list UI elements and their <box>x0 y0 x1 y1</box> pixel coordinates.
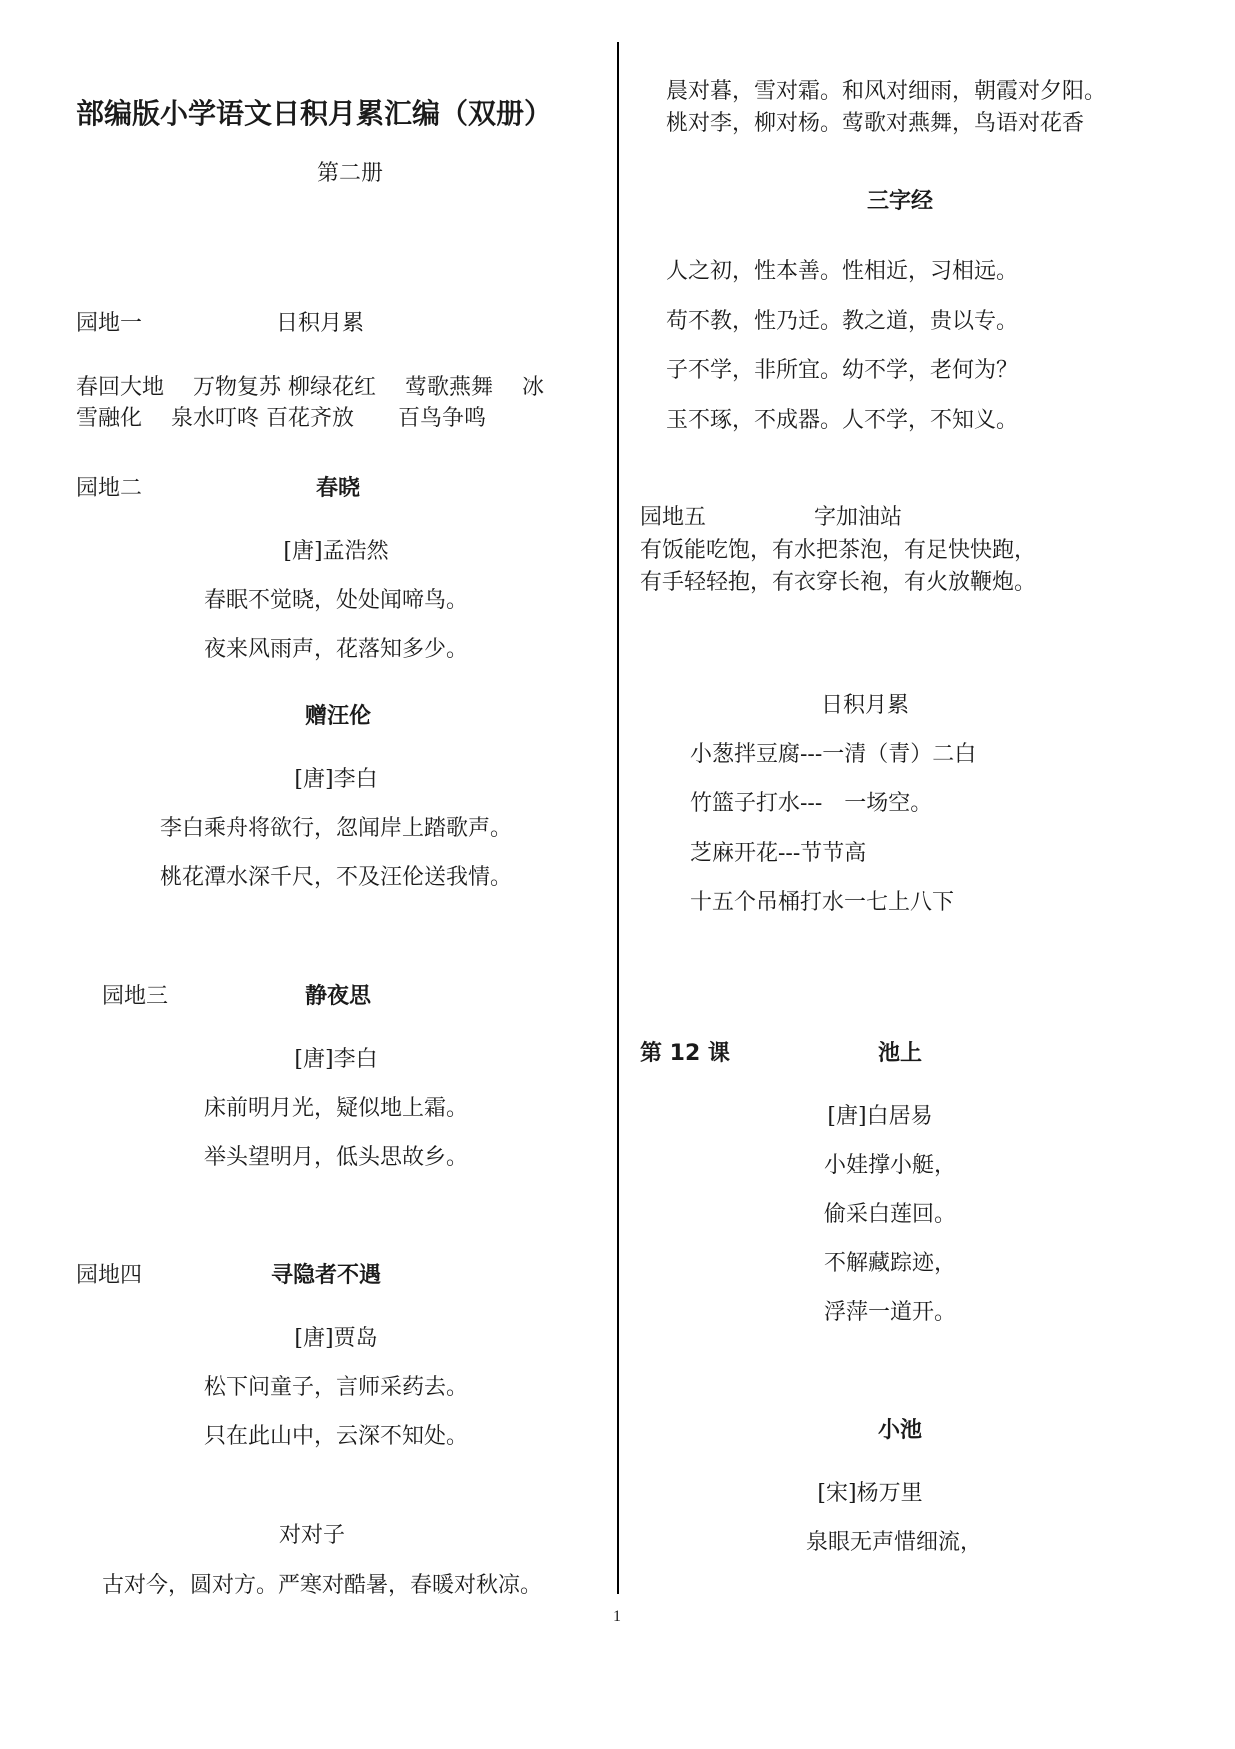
section-label: 园地三 <box>102 984 169 1009</box>
section-title: 三字经 <box>866 189 933 214</box>
poem-line: 只在此山中，云深不知处。 <box>203 1424 468 1449</box>
section-title: 对对子 <box>278 1523 345 1548</box>
classic-line: 玉不琢，不成器。人不学，不知义。 <box>666 408 1019 433</box>
couplet-line: 桃对李，柳对杨。莺歌对燕舞，鸟语对花香 <box>666 111 1085 136</box>
page-number: 1 <box>613 1608 621 1625</box>
poem-author: [唐]李白 <box>294 1047 378 1072</box>
poem-title: 小池 <box>877 1418 922 1443</box>
poem-title: 赠汪伦 <box>304 704 371 729</box>
poem-line: 浮萍一道开。 <box>823 1300 956 1325</box>
saying-line: 竹篮子打水--- 一场空。 <box>690 791 933 816</box>
section-label: 园地五 <box>640 505 707 530</box>
rhyme-line: 有饭能吃饱，有水把茶泡，有足快快跑， <box>640 538 1037 563</box>
lesson-label: 第 12 课 <box>640 1041 730 1066</box>
poem-title: 寻隐者不遇 <box>270 1263 381 1288</box>
poem-line: 举头望明月，低头思故乡。 <box>203 1145 468 1170</box>
poem-line: 桃花潭水深千尺，不及汪伦送我情。 <box>159 865 512 890</box>
poem-line: 春眠不觉晓，处处闻啼鸟。 <box>203 588 468 613</box>
phrase-line: 雪融化 泉水叮咚 百花齐放 百鸟争鸣 <box>76 406 486 431</box>
classic-line: 苟不教，性乃迁。教之道，贵以专。 <box>666 309 1019 334</box>
poem-line: 床前明月光，疑似地上霜。 <box>203 1096 468 1121</box>
phrase-line: 春回大地 万物复苏 柳绿花红 莺歌燕舞 冰 <box>76 375 544 400</box>
poem-line: 偷采白莲回。 <box>823 1202 956 1227</box>
poem-line: 泉眼无声惜细流， <box>805 1530 982 1555</box>
couplet-line: 古对今，圆对方。严寒对酷暑，春暖对秋凉。 <box>102 1573 543 1598</box>
couplet-line: 晨对暮，雪对霜。和风对细雨，朝霞对夕阳。 <box>666 79 1107 104</box>
saying-line: 小葱拌豆腐---一清（青）二白 <box>690 742 977 767</box>
poem-author: [唐]白居易 <box>827 1104 933 1129</box>
document-title: 部编版小学语文日积月累汇编（双册） <box>76 97 553 130</box>
poem-author: [唐]李白 <box>294 767 378 792</box>
saying-line: 芝麻开花---节节高 <box>690 841 867 866</box>
section-label: 园地四 <box>76 1263 143 1288</box>
section-label: 园地一 <box>76 311 143 336</box>
poem-title: 春晓 <box>315 476 360 501</box>
column-divider <box>617 42 619 1594</box>
volume-subtitle: 第二册 <box>316 161 383 186</box>
section-label: 园地二 <box>76 476 143 501</box>
poem-line: 小娃撑小艇， <box>823 1153 956 1178</box>
section-title: 日积月累 <box>276 311 365 336</box>
poem-author: [唐]孟浩然 <box>283 539 389 564</box>
poem-author: [唐]贾岛 <box>294 1326 378 1351</box>
poem-line: 松下问童子，言师采药去。 <box>203 1375 468 1400</box>
poem-title: 静夜思 <box>304 984 371 1009</box>
classic-line: 人之初，性本善。性相近，习相远。 <box>666 259 1019 284</box>
poem-line: 李白乘舟将欲行，忽闻岸上踏歌声。 <box>159 816 512 841</box>
section-title: 日积月累 <box>820 693 909 718</box>
poem-line: 夜来风雨声，花落知多少。 <box>203 637 468 662</box>
poem-title: 池上 <box>877 1041 922 1066</box>
section-title: 字加油站 <box>814 505 903 530</box>
poem-author: [宋]杨万里 <box>817 1481 923 1506</box>
classic-line: 子不学，非所宜。幼不学，老何为？ <box>666 358 1019 383</box>
poem-line: 不解藏踪迹， <box>823 1251 956 1276</box>
saying-line: 十五个吊桶打水一七上八下 <box>690 890 955 915</box>
rhyme-line: 有手轻轻抱，有衣穿长袍，有火放鞭炮。 <box>640 570 1037 595</box>
